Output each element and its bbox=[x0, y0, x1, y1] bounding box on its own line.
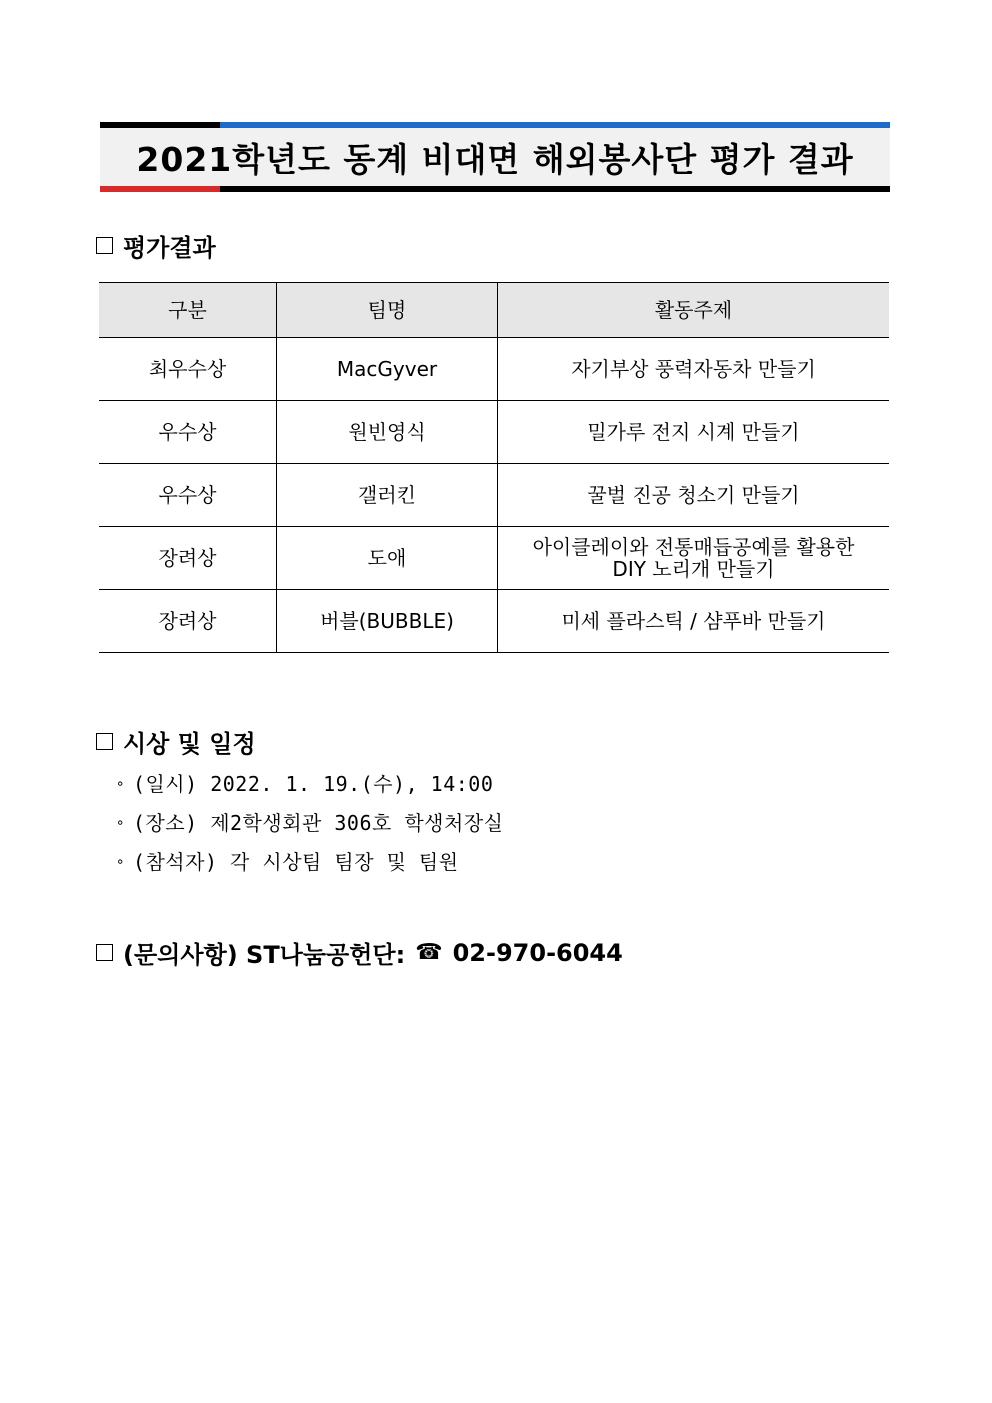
table-row bbox=[99, 527, 889, 590]
topic-cell: 자기부상 풍력자동차 만들기 bbox=[498, 338, 890, 401]
list-item bbox=[116, 843, 503, 882]
team-cell: MacGyver bbox=[277, 338, 498, 401]
document-title: 2021학년도 동계 비대면 해외봉사단 평가 결과 bbox=[136, 139, 854, 179]
contact-phone: 02-970-6044 bbox=[452, 938, 623, 967]
list-item bbox=[116, 804, 503, 843]
team-cell: 도애 bbox=[277, 527, 498, 590]
column-header-topic: 활동주제 bbox=[498, 283, 890, 338]
bullet-icon: ∘ bbox=[116, 815, 125, 831]
topic-line: 아이클레이와 전통매듭공예를 활용한 bbox=[532, 535, 855, 559]
checkbox-icon bbox=[96, 944, 113, 961]
phone-icon: ☎ bbox=[415, 940, 443, 965]
checkbox-icon bbox=[96, 733, 113, 750]
table-row bbox=[99, 464, 889, 527]
team-cell: 원빈영식 bbox=[277, 401, 498, 464]
schedule-item-text: (장소) 제2학생회관 306호 학생처장실 bbox=[132, 811, 504, 835]
schedule-heading bbox=[96, 724, 256, 759]
table-header-row bbox=[99, 283, 889, 338]
table-row bbox=[99, 338, 889, 401]
award-cell: 장려상 bbox=[99, 527, 277, 590]
evaluation-heading-text: 평가결과 bbox=[123, 234, 216, 262]
topic-cell: 밀가루 전지 시계 만들기 bbox=[498, 401, 890, 464]
checkbox-icon bbox=[96, 237, 113, 254]
team-cell: 갤러킨 bbox=[277, 464, 498, 527]
team-cell: 버블(BUBBLE) bbox=[277, 590, 498, 653]
title-bottom-black-bar bbox=[220, 186, 890, 192]
contact-info bbox=[96, 935, 623, 970]
bullet-icon: ∘ bbox=[116, 854, 125, 870]
document-title-banner bbox=[100, 122, 890, 192]
award-cell: 최우수상 bbox=[99, 338, 277, 401]
topic-cell: 미세 플라스틱 / 샴푸바 만들기 bbox=[498, 590, 890, 653]
topic-cell bbox=[498, 527, 890, 590]
table-row bbox=[99, 401, 889, 464]
bullet-icon: ∘ bbox=[116, 776, 125, 792]
award-cell: 장려상 bbox=[99, 590, 277, 653]
topic-line: DIY 노리개 만들기 bbox=[612, 557, 775, 581]
list-item bbox=[116, 765, 503, 804]
award-cell: 우수상 bbox=[99, 401, 277, 464]
schedule-item-text: (일시) 2022. 1. 19.(수), 14:00 bbox=[132, 772, 494, 796]
topic-cell: 꿀벌 진공 청소기 만들기 bbox=[498, 464, 890, 527]
title-bottom-red-bar bbox=[100, 186, 220, 192]
award-cell: 우수상 bbox=[99, 464, 277, 527]
evaluation-table bbox=[99, 282, 889, 653]
column-header-team: 팀명 bbox=[277, 283, 498, 338]
column-header-award: 구분 bbox=[99, 283, 277, 338]
contact-label: (문의사항) ST나눔공헌단: bbox=[123, 941, 406, 969]
schedule-item-text: (참석자) 각 시상팀 팀장 및 팀원 bbox=[132, 850, 459, 874]
schedule-heading-text: 시상 및 일정 bbox=[123, 730, 256, 758]
schedule-list bbox=[116, 765, 503, 882]
evaluation-heading bbox=[96, 228, 216, 263]
table-row bbox=[99, 590, 889, 653]
